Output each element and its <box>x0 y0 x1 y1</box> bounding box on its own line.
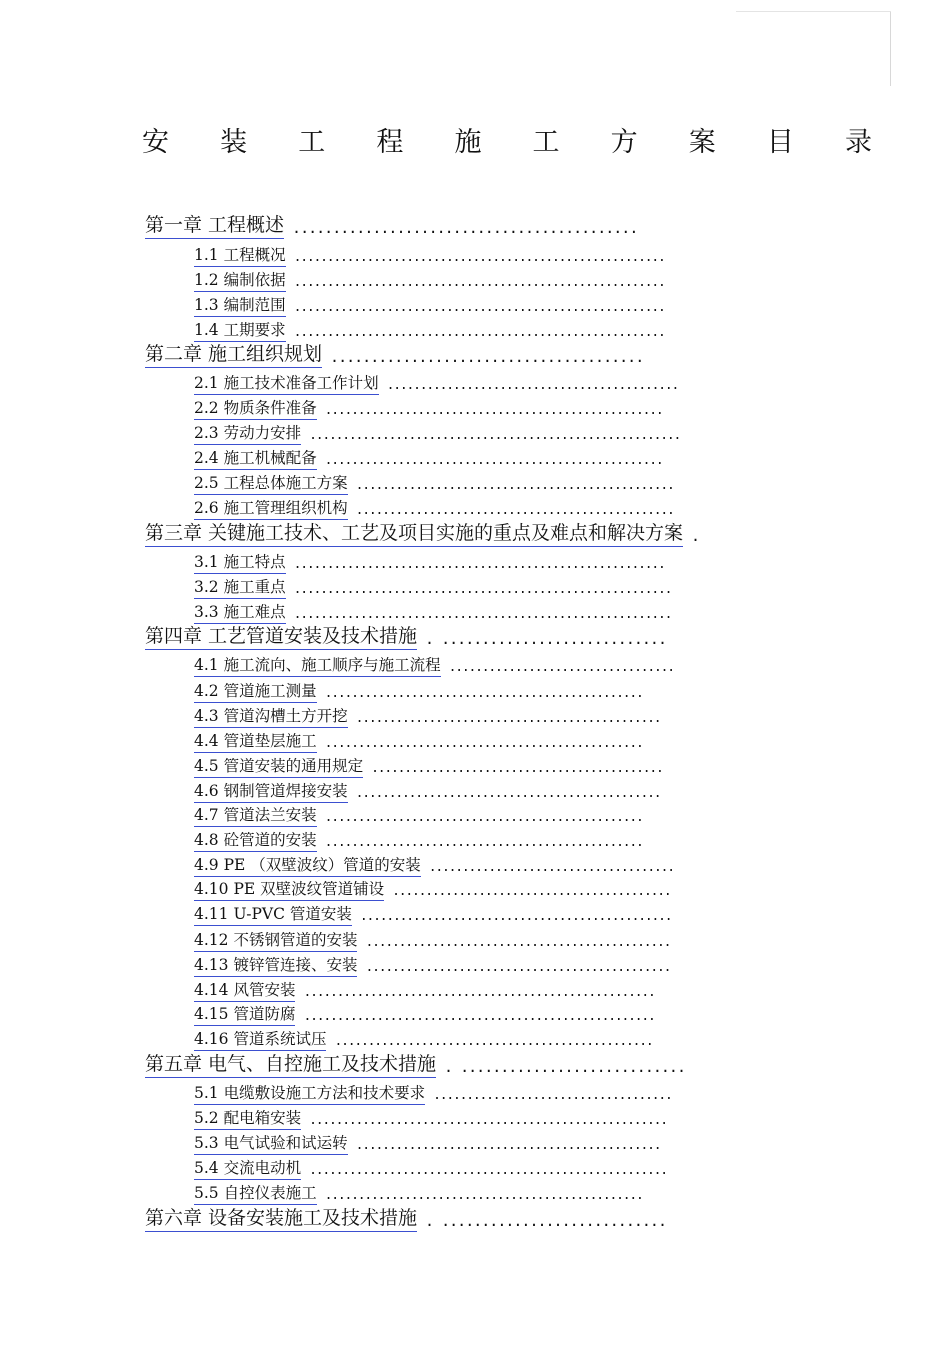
toc-section-entry[interactable] <box>194 1156 667 1180</box>
toc-section-link[interactable]: 2.3 劳动力安排 <box>194 425 301 445</box>
toc-leader-dots: .............................................. <box>365 960 671 975</box>
toc-section-entry[interactable] <box>194 902 671 926</box>
toc-section-entry[interactable] <box>194 446 663 470</box>
toc-leader-dots: .............................................. <box>355 786 661 801</box>
toc-section-link[interactable]: 4.8 砼管道的安装 <box>194 832 317 852</box>
toc-leader-dots: . ............................ <box>425 630 666 648</box>
toc-section-entry[interactable] <box>194 679 643 703</box>
toc-leader-dots: . ............................ <box>444 1058 685 1076</box>
toc-section-link[interactable]: 5.5 自控仪表施工 <box>194 1185 317 1205</box>
toc-leader-dots: ........................................................ <box>309 428 681 443</box>
toc-chapter-link[interactable]: 第三章 关键施工技术、工艺及项目实施的重点及难点和解决方案 <box>145 523 683 547</box>
toc-leader-dots: ................................................... <box>324 453 663 468</box>
title-char: 录 <box>844 127 872 158</box>
toc-chapter-link[interactable]: 第五章 电气、自控施工及技术措施 <box>145 1054 436 1078</box>
toc-leader-dots: ........................................................ <box>293 300 665 315</box>
toc-section-entry[interactable] <box>194 318 665 342</box>
toc-chapter-entry[interactable] <box>145 523 699 547</box>
toc-leader-dots: . <box>691 527 700 545</box>
toc-section-link[interactable]: 1.4 工期要求 <box>194 322 286 342</box>
title-char: 目 <box>766 127 794 158</box>
toc-leader-dots: ....................................... <box>330 348 644 366</box>
toc-section-entry[interactable] <box>194 928 670 952</box>
toc-section-entry[interactable] <box>194 729 643 753</box>
toc-leader-dots: ..................................................... <box>303 1009 655 1024</box>
toc-leader-dots: .......................................... <box>392 884 671 899</box>
toc-leader-dots: ................................................ <box>324 1188 643 1203</box>
toc-section-entry[interactable] <box>194 471 674 495</box>
toc-section-entry[interactable] <box>194 953 670 977</box>
toc-section-entry[interactable] <box>194 293 665 317</box>
toc-leader-dots: .................................... <box>433 1088 672 1103</box>
toc-leader-dots: ...................................................... <box>309 1163 667 1178</box>
toc-section-link[interactable]: 2.6 施工管理组织机构 <box>194 500 348 520</box>
toc-section-entry[interactable] <box>194 1106 667 1130</box>
toc-section-entry[interactable] <box>194 496 674 520</box>
toc-section-entry[interactable] <box>194 550 665 574</box>
toc-chapter-link[interactable]: 第六章 设备安装施工及技术措施 <box>145 1208 417 1232</box>
toc-leader-dots: ........................................... <box>292 219 638 237</box>
title-char: 程 <box>376 127 404 158</box>
toc-leader-dots: ................................................ <box>324 686 643 701</box>
toc-leader-dots: . ............................ <box>425 1212 666 1230</box>
toc-section-entry[interactable] <box>194 853 674 877</box>
toc-leader-dots: ............................................ <box>371 761 663 776</box>
toc-leader-dots: ..................................... <box>428 860 674 875</box>
toc-section-entry[interactable] <box>194 396 663 420</box>
toc-section-entry[interactable] <box>194 575 671 599</box>
toc-chapter-entry[interactable] <box>145 215 637 239</box>
toc-leader-dots: ................................................... <box>324 403 663 418</box>
toc-section-link[interactable]: 1.3 编制范围 <box>194 297 286 317</box>
toc-section-link[interactable]: 4.12 不锈钢管道的安装 <box>194 932 357 952</box>
toc-leader-dots: ..................................................... <box>303 985 655 1000</box>
toc-section-entry[interactable] <box>194 1002 655 1026</box>
toc-section-link[interactable]: 4.7 管道法兰安装 <box>194 807 317 827</box>
toc-section-entry[interactable] <box>194 754 663 778</box>
toc-section-entry[interactable] <box>194 803 643 827</box>
toc-chapter-entry[interactable] <box>145 626 666 650</box>
toc-section-entry[interactable] <box>194 704 660 728</box>
toc-leader-dots: ................................................ <box>355 503 674 518</box>
toc-section-link[interactable]: 5.3 电气试验和试运转 <box>194 1135 348 1155</box>
toc-chapter-entry[interactable] <box>145 344 643 368</box>
toc-section-entry[interactable] <box>194 268 665 292</box>
toc-section-link[interactable]: 4.16 管道系统试压 <box>194 1031 326 1051</box>
toc-section-link[interactable]: 2.5 工程总体施工方案 <box>194 475 348 495</box>
toc-chapter-link[interactable]: 第四章 工艺管道安装及技术措施 <box>145 626 417 650</box>
toc-section-link[interactable]: 4.15 管道防腐 <box>194 1006 295 1026</box>
toc-section-entry[interactable] <box>194 243 665 267</box>
title-char: 装 <box>220 127 248 158</box>
toc-section-entry[interactable] <box>194 600 671 624</box>
toc-leader-dots: .................................. <box>448 660 674 675</box>
toc-section-link[interactable]: 2.4 施工机械配备 <box>194 450 317 470</box>
toc-section-entry[interactable] <box>194 877 670 901</box>
toc-leader-dots: ............................................ <box>386 378 679 393</box>
toc-leader-dots: ...................................................... <box>309 1113 667 1128</box>
toc-section-link[interactable]: 4.3 管道沟槽土方开挖 <box>194 708 348 728</box>
toc-leader-dots: ................................................ <box>334 1034 653 1049</box>
title-char: 工 <box>532 127 560 158</box>
toc-section-entry[interactable] <box>194 1131 660 1155</box>
toc-leader-dots: ................................................ <box>324 835 643 850</box>
toc-section-entry[interactable] <box>194 1181 643 1205</box>
toc-chapter-link[interactable]: 第一章 工程概述 <box>145 215 284 239</box>
title-char: 案 <box>688 127 716 158</box>
toc-leader-dots: ................................................ <box>324 736 643 751</box>
toc-leader-dots: ......................................................... <box>293 607 672 622</box>
toc-section-link[interactable]: 5.1 电缆敷设施工方法和技术要求 <box>194 1085 425 1105</box>
toc-section-entry[interactable] <box>194 1027 653 1051</box>
toc-section-link[interactable]: 4.11 U-PVC 管道安装 <box>194 906 352 926</box>
toc-leader-dots: ........................................................ <box>293 557 665 572</box>
toc-section-link[interactable]: 4.2 管道施工测量 <box>194 683 317 703</box>
toc-section-link[interactable]: 4.1 施工流向、施工顺序与施工流程 <box>194 657 441 677</box>
toc-section-link[interactable]: 1.2 编制依据 <box>194 272 286 292</box>
toc-section-entry[interactable] <box>194 1081 672 1105</box>
toc-leader-dots: ......................................................... <box>293 582 672 597</box>
toc-section-entry[interactable] <box>194 828 643 852</box>
toc-section-entry[interactable] <box>194 371 678 395</box>
toc-section-entry[interactable] <box>194 421 680 445</box>
toc-leader-dots: ................................................ <box>324 810 643 825</box>
toc-section-link[interactable]: 5.2 配电箱安装 <box>194 1110 301 1130</box>
title-char: 工 <box>298 127 326 158</box>
toc-leader-dots: ........................................................ <box>293 250 665 265</box>
toc-chapter-entry[interactable] <box>145 1054 685 1078</box>
toc-leader-dots: ............................................... <box>359 909 672 924</box>
title-char: 安 <box>142 127 169 158</box>
toc-leader-dots: ................................................ <box>355 478 674 493</box>
toc-leader-dots: .............................................. <box>365 935 671 950</box>
toc-section-link[interactable]: 4.10 PE 双壁波纹管道铺设 <box>194 881 384 901</box>
toc-chapter-entry[interactable] <box>145 1208 666 1232</box>
toc-section-entry[interactable] <box>194 978 655 1002</box>
toc-section-link[interactable]: 3.2 施工重点 <box>194 579 286 599</box>
toc-section-link[interactable]: 4.13 镀锌管连接、安装 <box>194 957 357 977</box>
toc-leader-dots: .............................................. <box>355 1138 661 1153</box>
title-char: 施 <box>454 127 482 158</box>
toc-section-link[interactable]: 3.3 施工难点 <box>194 604 286 624</box>
toc-section-entry[interactable] <box>194 653 674 677</box>
toc-section-link[interactable]: 4.5 管道安装的通用规定 <box>194 758 363 778</box>
toc-section-link[interactable]: 5.4 交流电动机 <box>194 1160 301 1180</box>
title-char: 方 <box>610 127 638 158</box>
toc-leader-dots: ........................................................ <box>293 325 665 340</box>
toc-section-entry[interactable] <box>194 779 660 803</box>
toc-section-link[interactable]: 3.1 施工特点 <box>194 554 286 574</box>
toc-chapter-link[interactable]: 第二章 施工组织规划 <box>145 344 322 368</box>
toc-section-link[interactable]: 2.2 物质条件准备 <box>194 400 317 420</box>
toc-leader-dots: ........................................................ <box>293 275 665 290</box>
toc-leader-dots: .............................................. <box>355 711 661 726</box>
toc-section-link[interactable]: 4.6 钢制管道焊接安装 <box>194 783 348 803</box>
toc-section-link[interactable]: 1.1 工程概况 <box>194 247 286 267</box>
toc-section-link[interactable]: 2.1 施工技术准备工作计划 <box>194 375 379 395</box>
toc-section-link[interactable]: 4.9 PE （双壁波纹）管道的安装 <box>194 857 421 877</box>
toc-section-link[interactable]: 4.14 风管安装 <box>194 982 295 1002</box>
toc-section-link[interactable]: 4.4 管道垫层施工 <box>194 733 317 753</box>
